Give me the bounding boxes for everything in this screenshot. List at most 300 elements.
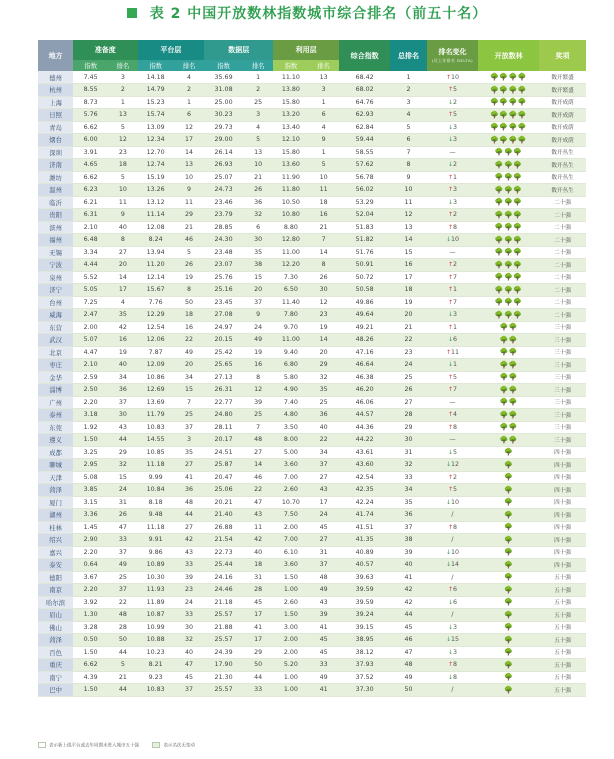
cell-award: 数开成荫: [539, 96, 586, 109]
cell-prep-index: 2.20: [73, 396, 108, 409]
cell-use-rank: 23: [308, 309, 338, 322]
rank-change-value: /: [451, 511, 454, 519]
cell-total-rank: 42: [390, 596, 426, 609]
cell-platform-index: 12.06: [138, 334, 174, 347]
cell-prep-index: 8.73: [73, 96, 108, 109]
cell-use-index: 7.50: [273, 509, 308, 522]
cell-rank-change: [427, 109, 479, 122]
cell-platform-rank: 18: [174, 309, 204, 322]
cell-rank-change: [427, 134, 479, 147]
cell-total-rank: 28: [390, 409, 426, 422]
cell-city: 北京: [38, 346, 73, 359]
header-award: 奖项: [539, 40, 586, 71]
cell-data-rank: 31: [243, 571, 273, 584]
cell-data-rank: 41: [243, 621, 273, 634]
cell-prep-index: 6.62: [73, 659, 108, 672]
arrow-up-icon: ↑: [447, 111, 453, 119]
rank-change-value: 3: [452, 311, 457, 319]
cell-platform-rank: 40: [174, 646, 204, 659]
cell-use-rank: 37: [308, 559, 338, 572]
tree-icon: 🌳🌳🌳: [478, 209, 539, 222]
cell-prep-index: 3.15: [73, 496, 108, 509]
cell-award: 三十强: [539, 384, 586, 397]
cell-prep-index: 2.10: [73, 221, 108, 234]
cell-data-index: 25.87: [204, 459, 243, 472]
cell-prep-index: 2.50: [73, 384, 108, 397]
cell-overall-index: 41.74: [339, 509, 391, 522]
header-city: 地方: [38, 40, 73, 71]
cell-data-index: 35.69: [204, 71, 243, 84]
cell-city: 枣庄: [38, 359, 73, 372]
cell-use-rank: 11: [308, 184, 338, 197]
cell-prep-rank: 20: [108, 259, 137, 272]
cell-data-index: 24.46: [204, 584, 243, 597]
cell-overall-index: 49.21: [339, 321, 391, 334]
rank-change-value: 2: [452, 161, 457, 169]
cell-overall-index: 47.16: [339, 346, 391, 359]
cell-use-index: 2.00: [273, 646, 308, 659]
cell-city: 成都: [38, 446, 73, 459]
cell-rank-change: [427, 421, 479, 434]
cell-platform-rank: 12: [174, 121, 204, 134]
cell-rank-change: [427, 671, 479, 684]
cell-total-rank: 46: [390, 634, 426, 647]
table-row: [38, 471, 586, 484]
cell-award: 三十强: [539, 346, 586, 359]
cell-city: 百色: [38, 646, 73, 659]
cell-platform-rank: 13: [174, 159, 204, 172]
cell-award: 五十强: [539, 671, 586, 684]
table-row: [38, 634, 586, 647]
cell-overall-index: 42.54: [339, 471, 391, 484]
table-row: [38, 609, 586, 622]
cell-total-rank: 24: [390, 359, 426, 372]
cell-rank-change: [427, 271, 479, 284]
cell-prep-index: 2.10: [73, 359, 108, 372]
cell-award: 五十强: [539, 659, 586, 672]
cell-city: 泰安: [38, 559, 73, 572]
cell-platform-index: 11.18: [138, 521, 174, 534]
cell-data-rank: 6: [243, 221, 273, 234]
cell-total-rank: 44: [390, 609, 426, 622]
cell-city: 滨州: [38, 221, 73, 234]
cell-data-index: 21.18: [204, 596, 243, 609]
cell-platform-rank: 36: [174, 484, 204, 497]
cell-use-rank: 26: [308, 271, 338, 284]
cell-prep-rank: 4: [108, 296, 137, 309]
cell-city: 潍坊: [38, 171, 73, 184]
arrow-up-icon: ↑: [447, 273, 453, 281]
cell-platform-index: 10.83: [138, 421, 174, 434]
cell-overall-index: 38.95: [339, 634, 391, 647]
cell-use-index: 5.80: [273, 371, 308, 384]
tree-icon: 🌳: [478, 521, 539, 534]
cell-prep-rank: 25: [108, 571, 137, 584]
cell-prep-index: 4.65: [73, 159, 108, 172]
cell-prep-index: 2.47: [73, 309, 108, 322]
cell-platform-rank: 10: [174, 171, 204, 184]
table-row: [38, 671, 586, 684]
cell-city: 湖州: [38, 509, 73, 522]
cell-overall-index: 42.24: [339, 496, 391, 509]
cell-platform-index: 11.93: [138, 584, 174, 597]
cell-prep-rank: 44: [108, 434, 137, 447]
cell-platform-index: 12.29: [138, 309, 174, 322]
rank-change-value: 10: [450, 73, 459, 81]
table-row: [38, 271, 586, 284]
cell-rank-change: [427, 171, 479, 184]
rank-change-value: 7: [452, 298, 457, 306]
cell-prep-rank: 10: [108, 184, 137, 197]
cell-platform-rank: 43: [174, 546, 204, 559]
cell-overall-index: 50.91: [339, 259, 391, 272]
cell-overall-index: 46.06: [339, 396, 391, 409]
cell-use-rank: 37: [308, 459, 338, 472]
table-row: [38, 509, 586, 522]
arrow-up-icon: ↑: [447, 486, 453, 494]
cell-data-rank: 28: [243, 584, 273, 597]
cell-platform-rank: 46: [174, 234, 204, 247]
cell-prep-index: 6.31: [73, 209, 108, 222]
header-row-main: [38, 40, 586, 60]
table-row: [38, 646, 586, 659]
cell-prep-index: 3.36: [73, 509, 108, 522]
arrow-up-icon: ↑: [447, 211, 453, 219]
tree-icon: 🌳🌳🌳🌳: [478, 96, 539, 109]
cell-data-rank: 32: [243, 209, 273, 222]
cell-use-rank: 40: [308, 421, 338, 434]
cell-data-rank: 10: [243, 159, 273, 172]
cell-platform-rank: 9: [174, 184, 204, 197]
cell-city: 德阳: [38, 571, 73, 584]
cell-city: 广州: [38, 396, 73, 409]
cell-platform-rank: 4: [174, 71, 204, 84]
cell-prep-rank: 5: [108, 659, 137, 672]
tree-icon: 🌳🌳🌳: [478, 221, 539, 234]
cell-use-index: 12.10: [273, 134, 308, 147]
cell-overall-index: 38.12: [339, 646, 391, 659]
tree-icon: 🌳🌳🌳🌳: [478, 71, 539, 84]
cell-platform-rank: 37: [174, 684, 204, 697]
legend-text-new: 表示新上线平台或去年同期未进入城市五十强: [49, 743, 139, 749]
cell-prep-rank: 5: [108, 121, 137, 134]
cell-use-index: 7.00: [273, 534, 308, 547]
cell-total-rank: 23: [390, 346, 426, 359]
cell-data-rank: 9: [243, 309, 273, 322]
cell-platform-rank: 42: [174, 534, 204, 547]
table-row: [38, 334, 586, 347]
cell-use-rank: 34: [308, 446, 338, 459]
cell-data-rank: 2: [243, 84, 273, 97]
cell-city: 上海: [38, 96, 73, 109]
tree-icon: 🌳: [478, 559, 539, 572]
cell-award: 五十强: [539, 596, 586, 609]
cell-prep-index: 4.47: [73, 346, 108, 359]
cell-city: 宁波: [38, 259, 73, 272]
rank-change-value: 8: [452, 223, 457, 231]
tree-icon: 🌳🌳: [478, 396, 539, 409]
cell-platform-index: 14.79: [138, 84, 174, 97]
cell-prep-rank: 29: [108, 446, 137, 459]
cell-data-rank: 21: [243, 171, 273, 184]
cell-platform-rank: 32: [174, 634, 204, 647]
cell-data-index: 25.00: [204, 96, 243, 109]
cell-total-rank: 4: [390, 109, 426, 122]
rank-change-value: 3: [452, 123, 457, 131]
cell-use-rank: 43: [308, 596, 338, 609]
cell-prep-index: 5.76: [73, 109, 108, 122]
cell-award: 数开丛生: [539, 171, 586, 184]
cell-use-index: 13.40: [273, 121, 308, 134]
cell-platform-rank: 11: [174, 196, 204, 209]
cell-rank-change: [427, 496, 479, 509]
cell-use-index: 3.60: [273, 559, 308, 572]
arrow-down-icon: ↓: [445, 498, 451, 506]
cell-use-rank: 19: [308, 321, 338, 334]
table-row: [38, 259, 586, 272]
cell-total-rank: 39: [390, 546, 426, 559]
cell-rank-change: [427, 446, 479, 459]
cell-rank-change: [427, 534, 479, 547]
cell-total-rank: 16: [390, 259, 426, 272]
cell-data-index: 27.08: [204, 309, 243, 322]
cell-city: 德州: [38, 71, 73, 84]
cell-city: 佛山: [38, 621, 73, 634]
cell-use-index: 11.00: [273, 334, 308, 347]
cell-use-rank: 36: [308, 409, 338, 422]
cell-overall-index: 46.20: [339, 384, 391, 397]
cell-total-rank: 22: [390, 334, 426, 347]
cell-use-index: 10.50: [273, 196, 308, 209]
cell-use-rank: 30: [308, 284, 338, 297]
table-row: [38, 421, 586, 434]
cell-data-index: 27.13: [204, 371, 243, 384]
cell-award: 五十强: [539, 684, 586, 697]
header-prep: 准备度: [73, 40, 137, 60]
table-row: [38, 384, 586, 397]
cell-award: 五十强: [539, 584, 586, 597]
cell-total-rank: 29: [390, 421, 426, 434]
cell-platform-index: 12.14: [138, 271, 174, 284]
cell-data-rank: 48: [243, 434, 273, 447]
cell-award: 二十强: [539, 271, 586, 284]
cell-award: 数开成荫: [539, 121, 586, 134]
cell-platform-rank: 50: [174, 296, 204, 309]
cell-platform-index: 10.83: [138, 684, 174, 697]
cell-use-index: 12.20: [273, 259, 308, 272]
table-row: [38, 96, 586, 109]
cell-use-index: 8.00: [273, 434, 308, 447]
cell-use-index: 11.80: [273, 184, 308, 197]
cell-total-rank: 7: [390, 146, 426, 159]
cell-platform-rank: 6: [174, 109, 204, 122]
cell-use-index: 1.00: [273, 584, 308, 597]
cell-data-rank: 14: [243, 459, 273, 472]
cell-data-index: 26.88: [204, 521, 243, 534]
cell-overall-index: 62.93: [339, 109, 391, 122]
ranking-table: [38, 40, 586, 697]
cell-prep-rank: 2: [108, 84, 137, 97]
cell-platform-index: 9.48: [138, 509, 174, 522]
cell-city: 贵阳: [38, 209, 73, 222]
cell-use-index: 9.70: [273, 321, 308, 334]
cell-award: 数开成荫: [539, 134, 586, 147]
cell-platform-index: 11.79: [138, 409, 174, 422]
cell-overall-index: 41.51: [339, 521, 391, 534]
rank-change-value: 4: [452, 411, 457, 419]
tree-icon: 🌳🌳🌳: [478, 196, 539, 209]
cell-rank-change: [427, 359, 479, 372]
cell-prep-index: 1.92: [73, 421, 108, 434]
cell-data-index: 23.48: [204, 246, 243, 259]
cell-use-index: 5.20: [273, 659, 308, 672]
tree-icon: 🌳🌳🌳: [478, 309, 539, 322]
cell-total-rank: 2: [390, 84, 426, 97]
cell-rank-change: [427, 384, 479, 397]
arrow-up-icon: ↑: [447, 586, 453, 594]
cell-prep-rank: 17: [108, 284, 137, 297]
cell-platform-index: 12.54: [138, 321, 174, 334]
rank-change-value: 3: [452, 136, 457, 144]
arrow-down-icon: ↓: [447, 336, 453, 344]
cell-total-rank: 36: [390, 509, 426, 522]
cell-total-rank: 9: [390, 171, 426, 184]
cell-use-rank: 35: [308, 384, 338, 397]
cell-use-rank: 1: [308, 96, 338, 109]
cell-platform-rank: 49: [174, 346, 204, 359]
cell-data-index: 25.57: [204, 684, 243, 697]
cell-platform-rank: 26: [174, 259, 204, 272]
cell-data-rank: 18: [243, 559, 273, 572]
cell-prep-rank: 26: [108, 509, 137, 522]
arrow-up-icon: ↑: [447, 473, 453, 481]
cell-data-index: 25.44: [204, 559, 243, 572]
cell-rank-change: [427, 609, 479, 622]
cell-overall-index: 39.59: [339, 584, 391, 597]
cell-city: 临沂: [38, 196, 73, 209]
cell-data-rank: 43: [243, 509, 273, 522]
cell-use-index: 11.40: [273, 296, 308, 309]
rank-change-value: 1: [452, 361, 457, 369]
cell-use-rank: 14: [308, 334, 338, 347]
rank-change-value: 7: [452, 386, 457, 394]
tree-icon: 🌳: [478, 584, 539, 597]
table-row: [38, 396, 586, 409]
cell-use-rank: 20: [308, 346, 338, 359]
cell-prep-index: 6.62: [73, 171, 108, 184]
tree-icon: 🌳🌳: [478, 409, 539, 422]
cell-platform-index: 11.18: [138, 459, 174, 472]
table-row: [38, 134, 586, 147]
cell-platform-index: 9.91: [138, 534, 174, 547]
cell-city: 温州: [38, 184, 73, 197]
cell-award: 三十强: [539, 359, 586, 372]
arrow-up-icon: ↑: [447, 86, 453, 94]
cell-data-index: 31.08: [204, 84, 243, 97]
rank-change-value: 2: [452, 261, 457, 269]
cell-use-index: 2.60: [273, 596, 308, 609]
cell-use-index: 7.00: [273, 471, 308, 484]
cell-data-index: 24.51: [204, 446, 243, 459]
cell-use-rank: 49: [308, 584, 338, 597]
cell-data-index: 25.06: [204, 484, 243, 497]
cell-data-rank: 39: [243, 396, 273, 409]
cell-prep-index: 2.59: [73, 371, 108, 384]
cell-city: 济宁: [38, 284, 73, 297]
cell-overall-index: 42.35: [339, 484, 391, 497]
cell-total-rank: 1: [390, 71, 426, 84]
arrow-down-icon: ↓: [445, 548, 451, 556]
cell-platform-index: 10.89: [138, 559, 174, 572]
cell-city: 厦门: [38, 496, 73, 509]
cell-use-rank: 45: [308, 646, 338, 659]
cell-platform-index: 10.99: [138, 621, 174, 634]
cell-prep-index: 1.50: [73, 434, 108, 447]
cell-data-rank: 25: [243, 96, 273, 109]
tree-icon: 🌳: [478, 459, 539, 472]
cell-use-index: 1.00: [273, 684, 308, 697]
cell-total-rank: 30: [390, 434, 426, 447]
cell-data-index: 25.16: [204, 284, 243, 297]
table-row: [38, 584, 586, 597]
cell-award: 四十强: [539, 471, 586, 484]
cell-platform-index: 11.20: [138, 259, 174, 272]
cell-prep-rank: 44: [108, 646, 137, 659]
cell-platform-rank: 44: [174, 509, 204, 522]
cell-city: 深圳: [38, 146, 73, 159]
cell-award: 五十强: [539, 621, 586, 634]
cell-use-rank: 14: [308, 246, 338, 259]
cell-rank-change: [427, 596, 479, 609]
cell-prep-rank: 3: [108, 71, 137, 84]
cell-platform-index: 11.89: [138, 596, 174, 609]
cell-data-rank: 17: [243, 609, 273, 622]
tree-icon: 🌳: [478, 446, 539, 459]
cell-total-rank: 34: [390, 484, 426, 497]
cell-data-rank: 33: [243, 684, 273, 697]
cell-rank-change: [427, 121, 479, 134]
cell-city: 巴中: [38, 684, 73, 697]
tree-icon: 🌳🌳🌳: [478, 171, 539, 184]
cell-platform-rank: 47: [174, 659, 204, 672]
cell-prep-index: 3.28: [73, 621, 108, 634]
cell-data-index: 25.07: [204, 171, 243, 184]
cell-platform-index: 10.85: [138, 446, 174, 459]
cell-use-rank: 4: [308, 121, 338, 134]
cell-award: 二十强: [539, 296, 586, 309]
tree-icon: 🌳🌳🌳🌳: [478, 134, 539, 147]
cell-data-index: 29.73: [204, 121, 243, 134]
cell-prep-rank: 32: [108, 459, 137, 472]
arrow-up-icon: ↑: [447, 261, 453, 269]
cell-platform-rank: 41: [174, 471, 204, 484]
cell-data-index: 30.23: [204, 109, 243, 122]
cell-overall-index: 50.58: [339, 284, 391, 297]
cell-data-index: 24.30: [204, 234, 243, 247]
arrow-up-icon: ↑: [447, 323, 453, 331]
table-row: [38, 571, 586, 584]
rank-change-value: 1: [452, 323, 457, 331]
cell-overall-index: 51.83: [339, 221, 391, 234]
cell-rank-change: [427, 246, 479, 259]
header-rank-change-label: 排名变化: [438, 48, 467, 56]
cell-data-index: 25.57: [204, 609, 243, 622]
table-row: [38, 234, 586, 247]
cell-platform-rank: 48: [174, 496, 204, 509]
cell-overall-index: 43.61: [339, 446, 391, 459]
cell-rank-change: [427, 321, 479, 334]
cell-total-rank: 37: [390, 521, 426, 534]
